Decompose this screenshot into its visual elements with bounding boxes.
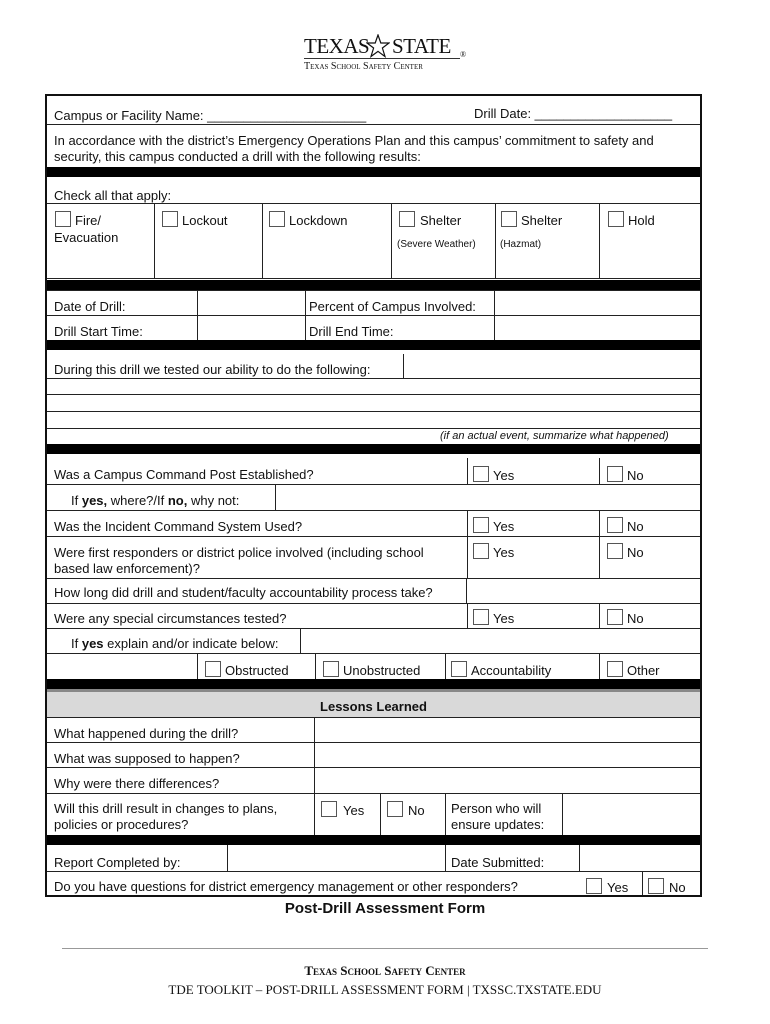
- logo-text-left: TEXAS: [304, 34, 370, 58]
- first-responders-question-1: Were first responders or district police involved (including school: [54, 545, 424, 560]
- where-label: If yes, where?/If no, why not:: [71, 493, 240, 508]
- date-submitted-label: Date Submitted:: [451, 855, 545, 870]
- report-by-input[interactable]: [228, 846, 444, 870]
- changes-no-label: No: [408, 803, 425, 818]
- shelter-hazmat-label: Shelter: [521, 213, 563, 228]
- shelter-hazmat-checkbox[interactable]: [501, 211, 517, 227]
- changes-yes-checkbox[interactable]: [321, 801, 337, 817]
- logo-text-right: STATE: [392, 34, 451, 58]
- drill-date-label[interactable]: Drill Date: ___________________: [474, 106, 673, 121]
- questions-responders-label: Do you have questions for district emergency management or other responders?: [54, 879, 518, 894]
- command-post-yes-label: Yes: [493, 468, 515, 483]
- first-responders-yes-checkbox[interactable]: [473, 543, 489, 559]
- questions-yes-checkbox[interactable]: [586, 878, 602, 894]
- lockdown-label: Lockdown: [289, 213, 348, 228]
- ics-yes-checkbox[interactable]: [473, 517, 489, 533]
- percent-input[interactable]: [495, 291, 700, 314]
- ics-question: Was the Incident Command System Used?: [54, 519, 303, 534]
- person-label-1: Person who will: [451, 801, 542, 816]
- explain-input[interactable]: [301, 629, 700, 652]
- command-post-yes-checkbox[interactable]: [473, 466, 489, 482]
- command-post-no-label: No: [627, 468, 644, 483]
- lessons-title: Lessons Learned: [320, 699, 427, 714]
- questions-yes-label: Yes: [607, 880, 629, 895]
- unobstructed-checkbox[interactable]: [323, 661, 339, 677]
- special-yes-checkbox[interactable]: [473, 609, 489, 625]
- shelter-weather-checkbox[interactable]: [399, 211, 415, 227]
- command-post-no-checkbox[interactable]: [607, 466, 623, 482]
- person-input[interactable]: [563, 794, 700, 834]
- tested-input[interactable]: [404, 355, 700, 377]
- special-question: Were any special circumstances tested?: [54, 611, 287, 626]
- tested-label: During this drill we tested our ability to do the following:: [54, 362, 371, 377]
- accountability-checkbox[interactable]: [451, 661, 467, 677]
- check-all-label: Check all that apply:: [54, 188, 172, 203]
- special-yes-label: Yes: [493, 611, 515, 626]
- hazmat-label: (Hazmat): [500, 239, 542, 250]
- accountability-label: Accountability: [471, 663, 552, 678]
- changes-question-1: Will this drill result in changes to plans,: [54, 801, 278, 816]
- end-time-input[interactable]: [495, 316, 700, 339]
- changes-no-checkbox[interactable]: [387, 801, 403, 817]
- ics-yes-label: Yes: [493, 519, 515, 534]
- what-happened-label: What happened during the drill?: [54, 726, 239, 741]
- changes-yes-label: Yes: [343, 803, 365, 818]
- why-differences-input[interactable]: [315, 768, 700, 791]
- first-responders-yes-label: Yes: [493, 545, 515, 560]
- why-differences-label: Why were there differences?: [54, 776, 220, 791]
- fire-evacuation-checkbox[interactable]: [55, 211, 71, 227]
- post-drill-form: [45, 94, 702, 897]
- changes-question-2: policies or procedures?: [54, 817, 189, 832]
- campus-name-label[interactable]: Campus or Facility Name: ______________________: [54, 108, 367, 123]
- star-icon: [366, 34, 390, 58]
- special-no-checkbox[interactable]: [607, 609, 623, 625]
- hold-checkbox[interactable]: [608, 211, 624, 227]
- questions-no-label: No: [669, 880, 686, 895]
- intro-text: In accordance with the district’s Emergency Operations Plan and this campus’ commitment to safety and security, this campus conducted a drill with the following results:: [54, 133, 654, 164]
- shelter-weather-label: Shelter: [420, 213, 462, 228]
- hold-label: Hold: [628, 213, 655, 228]
- ics-no-label: No: [627, 519, 644, 534]
- footer-org: Texas School Safety Center: [304, 963, 466, 978]
- date-of-drill-input[interactable]: [198, 291, 304, 314]
- lockout-label: Lockout: [182, 213, 228, 228]
- evacuation-label: Evacuation: [54, 230, 119, 245]
- first-responders-no-checkbox[interactable]: [607, 543, 623, 559]
- severe-weather-label: (Severe Weather): [397, 239, 476, 250]
- other-checkbox[interactable]: [607, 661, 623, 677]
- what-supposed-input[interactable]: [315, 743, 700, 766]
- questions-no-checkbox[interactable]: [648, 878, 664, 894]
- ics-no-checkbox[interactable]: [607, 517, 623, 533]
- form-title: Post-Drill Assessment Form: [284, 900, 486, 917]
- actual-event-note: (if an actual event, summarize what happened): [440, 430, 669, 442]
- logo-subtitle: Texas School Safety Center: [304, 61, 423, 72]
- obstructed-checkbox[interactable]: [205, 661, 221, 677]
- obstructed-label: Obstructed: [225, 663, 289, 678]
- first-responders-question-2: based law enforcement)?: [54, 561, 200, 576]
- end-time-label: Drill End Time:: [309, 324, 394, 339]
- first-responders-no-label: No: [627, 545, 644, 560]
- person-label-2: ensure updates:: [451, 817, 545, 832]
- logo: [300, 32, 470, 77]
- how-long-input[interactable]: [467, 579, 700, 602]
- footer-line: TDE TOOLKIT – POST-DRILL ASSESSMENT FORM | TXSSC.TXSTATE.EDU: [168, 982, 602, 997]
- percent-label: Percent of Campus Involved:: [309, 299, 476, 314]
- start-time-label: Drill Start Time:: [54, 324, 143, 339]
- what-supposed-label: What was supposed to happen?: [54, 751, 240, 766]
- start-time-input[interactable]: [198, 316, 304, 339]
- what-happened-input[interactable]: [315, 718, 700, 741]
- report-by-label: Report Completed by:: [54, 855, 181, 870]
- registered-mark: ®: [460, 50, 467, 59]
- date-of-drill-label: Date of Drill:: [54, 299, 126, 314]
- date-submitted-input[interactable]: [580, 846, 700, 870]
- lockdown-checkbox[interactable]: [269, 211, 285, 227]
- fire-label: Fire/: [75, 213, 101, 228]
- where-input[interactable]: [276, 485, 700, 509]
- special-no-label: No: [627, 611, 644, 626]
- how-long-question: How long did drill and student/faculty accountability process take?: [54, 585, 433, 600]
- other-label: Other: [627, 663, 660, 678]
- footer-divider: [62, 948, 708, 949]
- lockout-checkbox[interactable]: [162, 211, 178, 227]
- command-post-question: Was a Campus Command Post Established?: [54, 467, 314, 482]
- unobstructed-label: Unobstructed: [343, 663, 421, 678]
- explain-label: If yes explain and/or indicate below:: [71, 636, 279, 651]
